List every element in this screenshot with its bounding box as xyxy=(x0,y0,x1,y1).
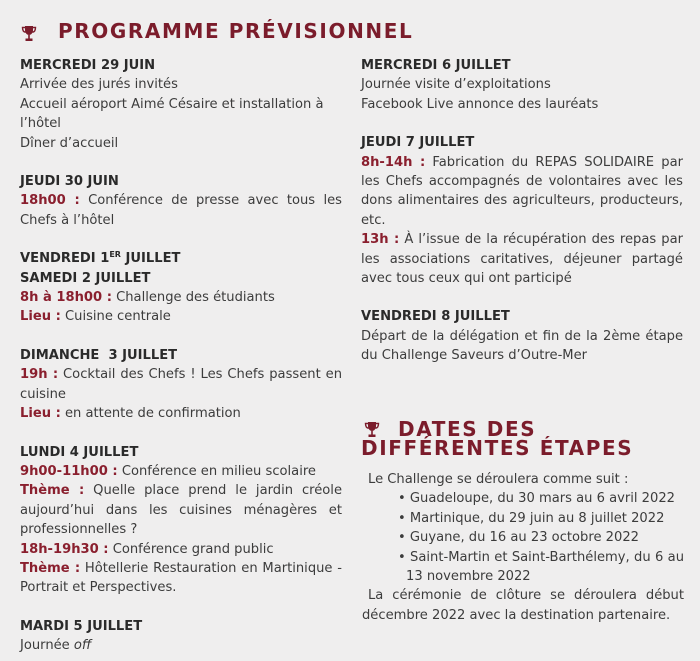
entry-text: en attente de confirmation xyxy=(60,406,241,422)
place-label: Lieu : xyxy=(20,406,61,422)
schedule-line: Journée visite d’exploitations xyxy=(361,77,551,93)
schedule-entry xyxy=(20,365,342,404)
entry-text: Cuisine centrale xyxy=(60,309,171,325)
entry-text: Journée xyxy=(20,638,74,654)
schedule-line: Dîner d’accueil xyxy=(20,135,119,151)
day-heading: JEUDI 30 JUIN xyxy=(20,174,119,190)
entry-text: Hôtellerie Restauration en Martinique - Portrait et Perspectives. xyxy=(20,560,342,596)
day-heading xyxy=(20,249,342,268)
list-item: • Guyane, du 16 au 23 octobre 2022 xyxy=(398,530,639,546)
day-heading: MERCREDI 29 JUIN xyxy=(20,58,156,73)
entry-text: Fabrication du REPAS SOLIDAIRE par les Chefs accompagnés de volontaires avec les dons alimentaires des agriculteurs, producteurs, etc. xyxy=(361,154,683,228)
list-item: • Martinique, du 29 juin au 8 juillet 2022 xyxy=(398,510,665,526)
time-label: 9h00-11h00 : xyxy=(20,463,118,479)
day-heading: VENDREDI 8 JUILLET xyxy=(361,309,510,325)
day-heading: LUNDI 4 JUILLET xyxy=(20,444,139,460)
schedule-line: Accueil aéroport Aimé Césaire et installation à l’hôtel xyxy=(20,96,324,132)
schedule-entry xyxy=(20,191,342,230)
time-label: 13h : xyxy=(361,232,400,248)
day-heading: MERCREDI 6 JUILLET xyxy=(361,58,511,73)
dates-title-line2: DIFFÉRENTES ÉTAPES xyxy=(361,436,634,460)
schedule-entry xyxy=(20,288,342,307)
time-label: 8h à 18h00 : xyxy=(20,290,112,306)
theme-label: Thème : xyxy=(20,560,81,576)
day-heading-part: JUILLET xyxy=(120,251,181,267)
schedule-entry xyxy=(20,462,342,481)
programme-title: PROGRAMME PRÉVISIONNEL xyxy=(58,19,414,43)
time-label: 18h-19h30 : xyxy=(20,541,109,557)
stage-list xyxy=(368,489,684,586)
programme-left-column xyxy=(20,56,342,656)
day-heading: DIMANCHE 3 JUILLET xyxy=(20,347,178,363)
schedule-entry xyxy=(20,307,342,326)
day-heading: JEUDI 7 JUILLET xyxy=(361,135,475,151)
schedule-entry xyxy=(20,559,342,598)
dates-section xyxy=(362,470,684,625)
time-label: 19h : xyxy=(20,367,59,383)
entry-text: Challenge des étudiants xyxy=(111,290,275,306)
time-label: 18h00 : xyxy=(20,193,80,209)
dates-closing: La cérémonie de clôture se déroulera début décembre 2022 avec la destination partenaire. xyxy=(362,588,684,623)
theme-label: Thème : xyxy=(20,483,85,499)
schedule-entry xyxy=(361,230,683,288)
entry-text: Conférence grand public xyxy=(108,541,274,557)
entry-text: À l’issue de la récupération des repas par les associations caritatives, déjeuner partagé avec tous ceux qui ont participé xyxy=(361,232,683,287)
schedule-entry xyxy=(20,404,342,423)
list-item: • Guadeloupe, du 30 mars au 6 avril 2022 xyxy=(398,491,675,507)
day-heading-superscript: ER xyxy=(109,250,121,260)
day-heading-part: VENDREDI 1 xyxy=(20,251,110,267)
schedule-line: Arrivée des jurés invités xyxy=(20,77,178,93)
schedule-entry xyxy=(20,636,342,655)
time-label: 8h-14h : xyxy=(361,154,426,170)
day-heading: MARDI 5 JUILLET xyxy=(20,618,143,634)
day-heading: SAMEDI 2 JUILLET xyxy=(20,270,151,286)
dates-title-line1: DATES DES xyxy=(398,417,537,441)
schedule-entry xyxy=(20,540,342,559)
entry-text: Cocktail des Chefs ! Les Chefs passent en cuisine xyxy=(20,367,342,402)
list-item: • Saint-Martin et Saint-Barthélemy, du 6 au 13 novembre 2022 xyxy=(398,549,684,585)
schedule-entry xyxy=(20,481,342,539)
entry-text: Conférence de presse avec tous les Chefs à l’hôtel xyxy=(20,193,342,228)
schedule-entry xyxy=(361,153,683,231)
trophy-icon xyxy=(21,25,37,43)
schedule-line: Facebook Live annonce des lauréats xyxy=(361,96,599,112)
entry-text-italic: off xyxy=(73,638,92,654)
programme-right-column xyxy=(361,56,683,366)
entry-text: Quelle place prend le jardin créole aujourd’hui dans les cuisines ménagères et professionnelles ? xyxy=(20,483,342,538)
dates-intro: Le Challenge se déroulera comme suit : xyxy=(368,472,629,487)
schedule-line: Départ de la délégation et fin de la 2ème étape du Challenge Saveurs d’Outre-Mer xyxy=(361,328,683,364)
entry-text: Conférence en milieu scolaire xyxy=(117,463,316,479)
place-label: Lieu : xyxy=(20,309,61,325)
